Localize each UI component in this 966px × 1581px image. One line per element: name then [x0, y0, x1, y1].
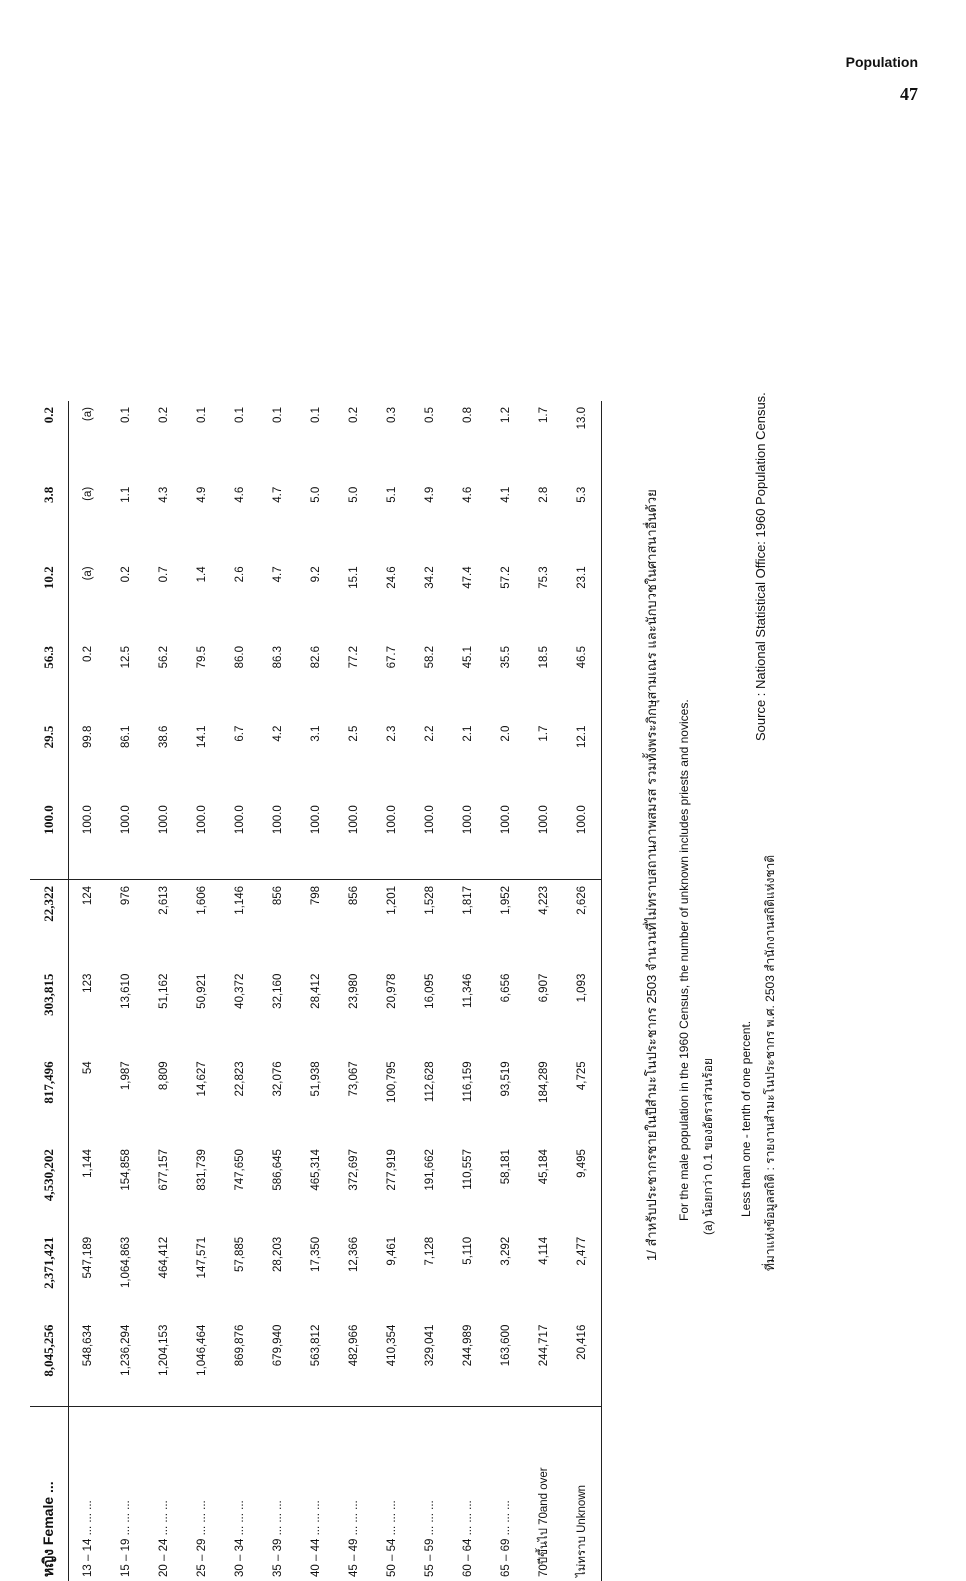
- table-cell: 23.1: [563, 560, 602, 640]
- table-cell: 93,519: [500, 1061, 512, 1097]
- row-label: 30 – 34 ... ... ...: [221, 1407, 259, 1581]
- table-cell: 100.0: [462, 805, 474, 835]
- table-cell: 100.0: [500, 805, 512, 835]
- table-cell: 29.5: [30, 720, 69, 800]
- table-cell: 2.6: [234, 566, 246, 583]
- note1-english: For the male population in the 1960 Census, the number of unknown includes priests and novices.: [677, 699, 691, 1221]
- table-cell: 1,144: [82, 1149, 94, 1178]
- table-cell: 0.2: [120, 566, 132, 583]
- table-cell: 4.6: [462, 486, 474, 503]
- table-row: [145, 401, 183, 1581]
- table-cell: 2.2: [424, 725, 436, 742]
- row-label: 40 – 44 ... ... ...: [297, 1407, 335, 1581]
- table-cell: 100.0: [386, 805, 398, 835]
- table-cell: 1,236,294: [120, 1324, 132, 1376]
- table-cell: 6,907: [538, 973, 550, 1003]
- table-cell: 9.2: [310, 566, 322, 583]
- table-cell: (a): [82, 486, 94, 501]
- table-cell: 798: [297, 879, 335, 967]
- table-cell: 75.3: [538, 566, 550, 589]
- table-cell: 482,966: [348, 1324, 360, 1367]
- rotated-table-block: [30, 401, 590, 1581]
- table-row: [183, 401, 221, 1581]
- table-cell: 5.1: [386, 486, 398, 503]
- table-cell: 17,350: [310, 1236, 322, 1273]
- table-cell: 2.0: [500, 725, 512, 742]
- table-cell: 1,204,153: [158, 1324, 170, 1376]
- table-cell: 22,322: [30, 879, 69, 967]
- table-cell: 100.0: [310, 805, 322, 835]
- note2-thai: (a) น้อยกว่า 0.1 ของอัตราส่วนร้อย: [701, 1058, 715, 1235]
- table-cell: 34.2: [424, 566, 436, 589]
- table-cell: 4,114: [538, 1236, 550, 1265]
- table-row: [525, 401, 563, 1581]
- table-cell: 12.1: [563, 720, 602, 800]
- table-cell: 24.6: [386, 566, 398, 589]
- table-cell: 32,076: [272, 1061, 284, 1097]
- table-cell: 1,528: [411, 879, 449, 967]
- table-cell: 45,184: [538, 1149, 550, 1185]
- table-cell: 0.7: [158, 566, 170, 583]
- table-cell: 0.1: [272, 407, 284, 423]
- table-cell: 57,885: [234, 1236, 246, 1273]
- table-cell: 100.0: [82, 805, 94, 835]
- table-cell: 112,628: [424, 1061, 436, 1103]
- table-cell: 20,978: [386, 973, 398, 1009]
- row-label: 35 – 39 ... ... ...: [259, 1407, 297, 1581]
- table-cell: 8,809: [158, 1061, 170, 1091]
- table-cell: 100.0: [538, 805, 550, 835]
- table-cell: 28,412: [310, 973, 322, 1009]
- table-cell: 79.5: [196, 646, 208, 669]
- table-cell: 0.1: [234, 407, 246, 423]
- table-cell: 51,938: [310, 1061, 322, 1097]
- row-label: 13 – 14 ... ... ...: [69, 1407, 108, 1581]
- table-cell: 831,739: [196, 1149, 208, 1191]
- table-cell: 976: [107, 879, 145, 967]
- table-cell: 5.0: [310, 486, 322, 503]
- table-cell: 4.9: [196, 486, 208, 503]
- table-row: [563, 401, 602, 1581]
- table-cell: 22,823: [234, 1061, 246, 1097]
- row-label: 65 – 69 ... ... ...: [487, 1407, 525, 1581]
- table-cell: 4.7: [272, 566, 284, 583]
- table-cell: 244,989: [462, 1324, 474, 1367]
- table-cell: 100.0: [158, 805, 170, 835]
- footnotes-block: [635, 91, 805, 1271]
- table-cell: 23,980: [348, 973, 360, 1009]
- table-cell: 4.9: [424, 486, 436, 503]
- table-cell: 0.1: [310, 407, 322, 423]
- table-cell: 747,650: [234, 1149, 246, 1191]
- table-cell: 6,656: [500, 973, 512, 1003]
- row-label: 50 – 54 ... ... ...: [373, 1407, 411, 1581]
- table-cell: 4.2: [272, 725, 284, 742]
- table-cell: (a): [82, 407, 94, 422]
- table-cell: 11,346: [462, 973, 474, 1008]
- table-cell: 0.2: [348, 407, 360, 423]
- table-cell: 124: [69, 879, 108, 967]
- table-cell: 372,697: [348, 1149, 360, 1191]
- source-english: Source : National Statistical Office: 1960 Population Census.: [753, 392, 768, 741]
- table-cell: 99.8: [82, 725, 94, 749]
- table-cell: 1,987: [120, 1061, 132, 1091]
- table-cell: 13.0: [563, 401, 602, 481]
- row-label: 60 – 64 ... ... ...: [449, 1407, 487, 1581]
- page-header: [846, 54, 918, 105]
- table-cell: (a): [82, 566, 94, 581]
- table-cell: 1,606: [183, 879, 221, 967]
- table-cell: 5.0: [348, 486, 360, 503]
- table-cell: 4.7: [272, 486, 284, 503]
- table-cell: 677,157: [158, 1149, 170, 1191]
- table-cell: 82.6: [310, 646, 322, 669]
- note2-english: Less than one - tenth of one percent.: [739, 1020, 753, 1217]
- table-cell: 56.3: [30, 640, 69, 720]
- table-row: [221, 401, 259, 1581]
- table-row: [487, 401, 525, 1581]
- table-cell: 67.7: [386, 646, 398, 669]
- table-row: [449, 401, 487, 1581]
- table-cell: 15.1: [348, 566, 360, 589]
- table-row: [335, 401, 373, 1581]
- table-cell: 123: [82, 973, 94, 993]
- table-row: [297, 401, 335, 1581]
- note1-thai: 1/ สำหรับประชากรชายในปีสำมะโนประชากร 2503 จำนวนที่ไม่ทราบสถานภาพสมรส รวมทั้งพระภิกษุสามเณร และนักบวชในศาสนาอื่นด้วย: [644, 489, 659, 1261]
- table-cell: 1.2: [500, 407, 512, 423]
- row-label: 70ปีขึ้นไป 70and over: [525, 1407, 563, 1581]
- table-row: [259, 401, 297, 1581]
- table-cell: 1,952: [487, 879, 525, 967]
- table-cell: 100.0: [120, 805, 132, 835]
- table-cell: 8,045,256: [30, 1319, 69, 1407]
- table-row: [107, 401, 145, 1581]
- table-cell: 2.8: [538, 486, 550, 503]
- table-cell: 163,600: [500, 1324, 512, 1367]
- table-cell: 100.0: [424, 805, 436, 835]
- table-cell: 58,181: [500, 1149, 512, 1185]
- row-label: 15 – 19 ... ... ...: [107, 1407, 145, 1581]
- table-cell: 4.6: [234, 486, 246, 503]
- table-row-total: [30, 401, 69, 1581]
- row-label: ไม่ทราบ Unknown: [563, 1407, 602, 1581]
- table-cell: 57.2: [500, 566, 512, 589]
- table-cell: 1,064,863: [120, 1236, 132, 1289]
- table-cell: 0.1: [120, 407, 132, 423]
- table-cell: 1.4: [196, 566, 208, 583]
- table-cell: 0.1: [196, 407, 208, 423]
- table-cell: 1.7: [538, 725, 550, 742]
- table-cell: 7,128: [424, 1236, 436, 1266]
- table-cell: 13,610: [120, 973, 132, 1009]
- table-cell: 464,412: [158, 1236, 170, 1279]
- table-cell: 110,557: [462, 1149, 474, 1190]
- table-cell: 1,093: [563, 968, 602, 1056]
- table-cell: 1.1: [120, 486, 132, 503]
- row-label: 20 – 24 ... ... ...: [145, 1407, 183, 1581]
- table-cell: 47.4: [462, 566, 474, 589]
- table-cell: 2,613: [145, 879, 183, 967]
- table-cell: 0.8: [462, 407, 474, 423]
- table-cell: 0.3: [386, 407, 398, 423]
- table-cell: 46.5: [563, 640, 602, 720]
- table-cell: 3,292: [500, 1236, 512, 1266]
- table-cell: 0.5: [424, 407, 436, 423]
- table-cell: 147,571: [196, 1236, 208, 1279]
- table-cell: 54: [82, 1061, 94, 1075]
- table-cell: 5.3: [563, 481, 602, 561]
- table-cell: 86.3: [272, 646, 284, 669]
- table-cell: 40,372: [234, 973, 246, 1009]
- row-label: 25 – 29 ... ... ...: [183, 1407, 221, 1581]
- table-cell: 244,717: [538, 1324, 550, 1367]
- table-cell: 77.2: [348, 646, 360, 669]
- table-cell: 56.2: [158, 646, 170, 669]
- table-cell: 410,354: [386, 1324, 398, 1367]
- table-cell: 869,876: [234, 1324, 246, 1367]
- page-number: 47: [900, 84, 918, 104]
- table-cell: 1,046,464: [196, 1324, 208, 1376]
- table-row: [69, 401, 108, 1581]
- table-cell: 2,477: [563, 1231, 602, 1319]
- table-cell: 38.6: [158, 725, 170, 749]
- table-cell: 1,201: [373, 879, 411, 967]
- table-cell: 100.0: [348, 805, 360, 835]
- table-cell: 9,461: [386, 1236, 398, 1266]
- table-cell: 4,725: [563, 1055, 602, 1143]
- table-cell: 100.0: [30, 799, 69, 879]
- table-cell: 35.5: [500, 646, 512, 669]
- table-cell: 2.3: [386, 725, 398, 742]
- table-cell: 100.0: [196, 805, 208, 835]
- table-cell: 50,921: [196, 973, 208, 1009]
- table-cell: 10.2: [30, 560, 69, 640]
- table-cell: 45.1: [462, 646, 474, 669]
- table-cell: 1.7: [538, 407, 550, 423]
- table-cell: 16,095: [424, 973, 436, 1009]
- table-cell: 5,110: [462, 1236, 474, 1265]
- table-cell: 154,858: [120, 1149, 132, 1191]
- table-cell: 329,041: [424, 1324, 436, 1367]
- table-cell: 100,795: [386, 1061, 398, 1103]
- table-cell: 563,812: [310, 1324, 322, 1367]
- table-cell: 465,314: [310, 1149, 322, 1191]
- table-cell: 3.1: [310, 725, 322, 742]
- table-cell: 191,662: [424, 1149, 436, 1191]
- marital-status-table: [30, 401, 602, 1581]
- table-cell: 0.2: [82, 646, 94, 662]
- row-label: 45 – 49 ... ... ...: [335, 1407, 373, 1581]
- table-cell: 2,626: [563, 879, 602, 967]
- table-cell: 0.2: [30, 401, 69, 481]
- table-row: [411, 401, 449, 1581]
- table-cell: 2.1: [462, 725, 474, 742]
- table-cell: 12.5: [120, 646, 132, 669]
- table-cell: 2,371,421: [30, 1231, 69, 1319]
- table-cell: 547,189: [82, 1236, 94, 1279]
- table-cell: 20,416: [563, 1319, 602, 1407]
- table-cell: 32,160: [272, 973, 284, 1009]
- table-cell: 548,634: [82, 1324, 94, 1367]
- section-name: Population: [845, 54, 918, 70]
- table-cell: 9,495: [563, 1143, 602, 1231]
- table-cell: 4,530,202: [30, 1143, 69, 1231]
- table-cell: 6.7: [234, 725, 246, 742]
- table-cell: 679,940: [272, 1324, 284, 1367]
- row-label: หญิง Female ...: [30, 1407, 69, 1581]
- table-cell: 303,815: [30, 968, 69, 1056]
- table-cell: 18.5: [538, 646, 550, 669]
- table-cell: 1,146: [221, 879, 259, 967]
- table-cell: 4,223: [525, 879, 563, 967]
- table-cell: 100.0: [272, 805, 284, 835]
- table-cell: 51,162: [158, 973, 170, 1009]
- table-cell: 12,366: [348, 1236, 360, 1273]
- table-cell: 100.0: [234, 805, 246, 835]
- table-cell: 28,203: [272, 1236, 284, 1273]
- table-cell: 4.1: [500, 486, 512, 503]
- table-cell: 0.2: [158, 407, 170, 423]
- table-cell: 817,496: [30, 1055, 69, 1143]
- table-row: [373, 401, 411, 1581]
- table-cell: 14.1: [196, 725, 208, 749]
- table-cell: 856: [335, 879, 373, 967]
- table-cell: 856: [259, 879, 297, 967]
- row-label: 55 – 59 ... ... ...: [411, 1407, 449, 1581]
- table-cell: 100.0: [563, 799, 602, 879]
- table-cell: 4.3: [158, 486, 170, 503]
- table-cell: 14,627: [196, 1061, 208, 1097]
- table-cell: 3.8: [30, 481, 69, 561]
- table-cell: 86.0: [234, 646, 246, 669]
- table-cell: 1,817: [449, 879, 487, 967]
- table-cell: 73,067: [348, 1061, 360, 1097]
- source-thai: ที่มาแห่งข้อมูลสถิติ : รายงานสำมะโนประชากร พ.ศ. 2503 สำนักงานสถิติแห่งชาติ: [763, 854, 777, 1271]
- table-cell: 116,159: [462, 1061, 474, 1103]
- table-cell: 184,289: [538, 1061, 550, 1103]
- table-cell: 277,919: [386, 1149, 398, 1191]
- table-cell: 58.2: [424, 646, 436, 669]
- table-cell: 586,645: [272, 1149, 284, 1191]
- table-cell: 2.5: [348, 725, 360, 742]
- table-cell: 86.1: [120, 725, 132, 749]
